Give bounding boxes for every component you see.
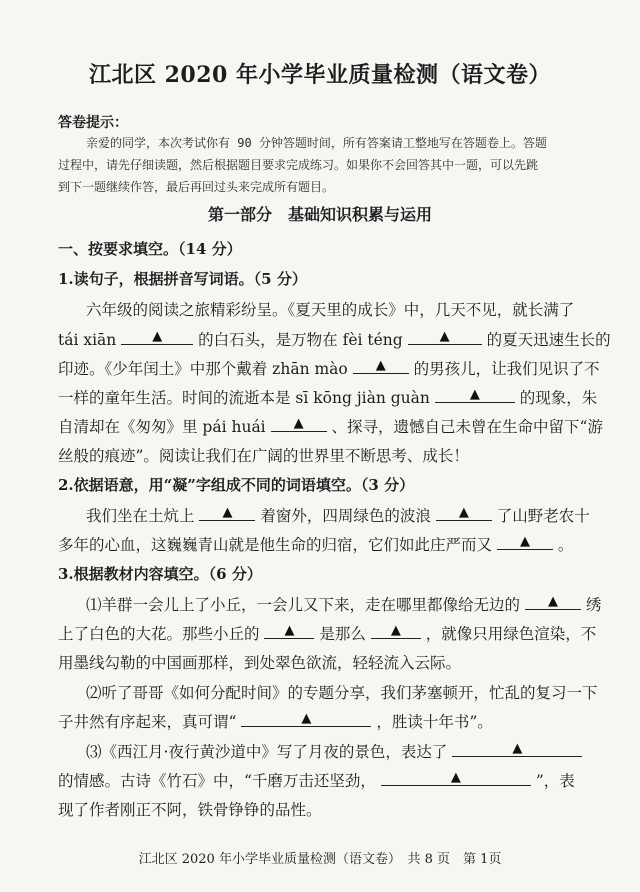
q3-line: 用墨线勾勒的中国画那样，到处翠色欲流，轻轻流入云际。 (58, 654, 462, 672)
q1-line: 丝般的痕迹”。阅读让我们在广阔的世界里不断思考、成长！ (58, 447, 469, 465)
q3-line: 的情感。古诗《竹石》中，“千磨万击还坚劲， ▲ ”，表 (58, 770, 575, 790)
q1-line: 六年级的阅读之旅精彩纷呈。《夏天里的成长》中，几天不见，就长满了 (86, 301, 575, 319)
q2-line: 多年的心血，这巍巍青山就是他生命的归宿，它们如此庄严而又 ▲ 。 (58, 534, 574, 554)
answer-blank[interactable]: ▲ (436, 504, 492, 521)
q3-line: 上了白色的大花。那些小丘的 ▲ 是那么 ▲ ，就像只用绿色渲染，不 (58, 623, 597, 643)
q3-line: ⑴羊群一会儿上了小丘，一会儿又下来，走在哪里都像给无边的 ▲ 绣 (86, 594, 602, 614)
exam-title: 江北区 2020 年小学毕业质量检测（语文卷） (88, 62, 552, 88)
answer-blank[interactable]: ▲ (271, 415, 327, 432)
q3-line: ⑶《西江月·夜行黄沙道中》写了月夜的景色，表达了 ▲ (86, 740, 582, 762)
q3-line: 现了作者刚正不阿，铁骨铮铮的品性。 (58, 801, 322, 819)
page-footer: 江北区 2020 年小学毕业质量检测（语文卷） 共 8 页 第 1页 (138, 852, 502, 867)
answer-blank[interactable]: ▲ (371, 622, 421, 639)
answer-blank[interactable]: ▲ (435, 386, 515, 403)
answer-blank[interactable]: ▲ (121, 328, 193, 345)
section-heading: 一、按要求填空。（14 分） (58, 240, 242, 258)
question-3-title: 3.根据教材内容填空。（6 分） (58, 565, 262, 583)
hint-line: 到下一题继续作答，最后再回过头来完成所有题目。 (58, 180, 335, 194)
q1-line: 一样的童年生活。时间的流逝本是 sī kōng jiàn guàn ▲ 的现象，朱 (58, 387, 598, 407)
answer-blank[interactable]: ▲ (381, 769, 531, 786)
answer-blank[interactable]: ▲ (525, 593, 581, 610)
q3-line: 子井然有序起来，真可谓“ ▲ ，胜读十年书”。 (58, 711, 493, 731)
answer-blank[interactable]: ▲ (199, 504, 255, 521)
answer-blank[interactable]: ▲ (264, 622, 314, 639)
q3-line: ⑵听了哥哥《如何分配时间》的专题分享，我们茅塞顿开，忙乱的复习一下 (86, 684, 598, 702)
answer-blank[interactable]: ▲ (452, 740, 582, 757)
answer-blank[interactable]: ▲ (353, 357, 409, 374)
hint-line: 亲爱的同学，本次考试你有 90 分钟答题时间，所有答案请工整地写在答题卷上。答题 (86, 136, 547, 150)
question-1-title: 1.读句子，根据拼音写词语。（5 分） (58, 270, 307, 288)
answer-blank[interactable]: ▲ (408, 328, 482, 345)
q1-line: 印迹。《少年闰土》中那个戴着 zhān mào ▲ 的男孩儿，让我们见识了不 (58, 358, 600, 378)
q2-line: 我们坐在土炕上 ▲ 着窗外，四周绿色的波浪 ▲ 了山野老农十 (86, 505, 590, 525)
answer-blank[interactable]: ▲ (241, 710, 371, 727)
q1-line: 自清却在《匆匆》里 pái huái ▲ 、探寻，遗憾自己未曾在生命中留下“游 (58, 416, 603, 436)
hint-line: 过程中，请先仔细读题，然后根据题目要求完成练习。如果你不会回答其中一题，可以先跳 (58, 158, 539, 172)
hint-heading: 答卷提示： (58, 115, 128, 131)
answer-blank[interactable]: ▲ (497, 533, 553, 550)
question-2-title: 2.依据语意，用“凝”字组成不同的词语填空。（3 分） (58, 476, 415, 494)
part-title: 第一部分 基础知识积累与运用 (207, 205, 432, 224)
q1-line: tái xiān ▲ 的白石头，是万物在 fèi téng ▲ 的夏天迅速生长的 (58, 329, 611, 349)
